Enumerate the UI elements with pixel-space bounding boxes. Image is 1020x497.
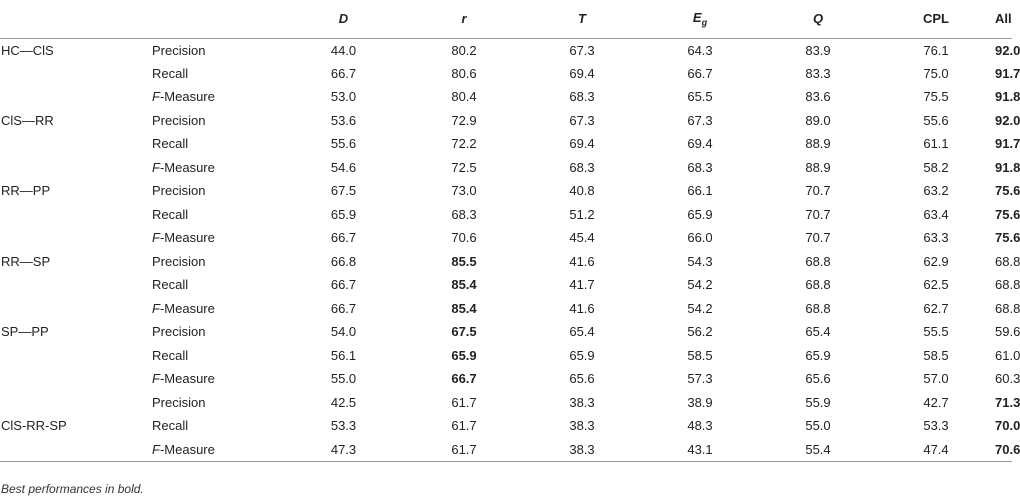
cell-q: 83.6 (805, 89, 831, 105)
cell-all: 71.3 (995, 394, 1020, 410)
cell-d: 54.6 (330, 159, 357, 175)
table-row (0, 132, 1012, 156)
header-d-label: D (338, 11, 349, 27)
table-row (0, 273, 1012, 297)
metric-italic-prefix: F (152, 159, 160, 175)
cell-all: 75.6 (995, 230, 1020, 246)
cell-all: 91.8 (995, 89, 1020, 105)
metric-text: -Measure (159, 441, 215, 457)
table-row (0, 297, 1012, 321)
table-row (0, 62, 1012, 86)
cell-cpl: 62.9 (923, 253, 949, 269)
header-eg (641, 0, 759, 38)
row-metric-label (150, 250, 282, 274)
cell-q: 70.7 (805, 206, 831, 222)
cell-t: 67.3 (569, 42, 595, 58)
cell-cpl: 57.0 (923, 371, 949, 387)
row-metric-label (150, 367, 282, 391)
row-metric-label (150, 203, 282, 227)
cell-all: 92.0 (995, 112, 1020, 128)
metric-text: Recall (152, 277, 189, 293)
metric-text: Recall (152, 206, 189, 222)
cell-r: 68.3 (451, 206, 477, 222)
row-metric-label (150, 438, 282, 462)
cell-t: 68.3 (569, 89, 595, 105)
row-metric-label (150, 132, 282, 156)
metric-text: -Measure (159, 89, 215, 105)
cell-eg: 64.3 (687, 42, 713, 58)
row-metric-label (150, 297, 282, 321)
cell-t: 68.3 (569, 159, 595, 175)
metric-text: -Measure (159, 159, 215, 175)
metric-text: Recall (152, 347, 189, 363)
header-row (0, 0, 1012, 38)
cell-eg: 56.2 (687, 324, 713, 340)
header-cpl (877, 0, 995, 38)
metric-text: Recall (152, 418, 189, 434)
cell-all: 75.6 (995, 183, 1020, 199)
row-metric-label (150, 85, 282, 109)
header-q (759, 0, 877, 38)
cell-r: 80.6 (451, 65, 477, 81)
cell-r: 80.4 (451, 89, 477, 105)
table-row (0, 85, 1012, 109)
cell-all: 92.0 (995, 42, 1020, 58)
cell-all: 70.6 (995, 438, 1012, 462)
row-group-label (0, 62, 150, 86)
table-row (0, 367, 1012, 391)
row-group-label (0, 391, 150, 415)
cell-r: 72.2 (451, 136, 477, 152)
table-row (0, 156, 1012, 180)
row-metric-label (150, 320, 282, 344)
cell-eg: 67.3 (687, 112, 713, 128)
cell-cpl: 75.5 (923, 89, 949, 105)
cell-eg: 38.9 (687, 394, 713, 410)
table-row (0, 226, 1012, 250)
metric-text: Precision (152, 253, 206, 269)
cell-d: 55.6 (330, 136, 357, 152)
header-r-label: r (461, 11, 467, 27)
cell-eg: 65.9 (687, 206, 713, 222)
cell-cpl: 62.5 (923, 277, 949, 293)
cell-q: 88.9 (805, 159, 831, 175)
cell-d: 66.8 (330, 253, 357, 269)
row-group-label (0, 226, 150, 250)
row-group-label (0, 367, 150, 391)
cell-eg: 57.3 (687, 371, 713, 387)
row-metric-label (150, 414, 282, 438)
metric-text: -Measure (159, 230, 215, 246)
row-metric-label (150, 391, 282, 415)
header-t-label: T (578, 11, 586, 27)
header-t (523, 0, 641, 38)
cell-t: 41.6 (569, 253, 595, 269)
table-row (0, 438, 1012, 462)
cell-eg: 54.2 (687, 277, 713, 293)
cell-all: 60.3 (995, 371, 1020, 387)
cell-q: 70.7 (805, 230, 831, 246)
cell-eg: 54.3 (687, 253, 713, 269)
metric-text: Precision (152, 394, 206, 410)
cell-t: 38.3 (523, 438, 641, 462)
row-group-label: RR—SP (1, 253, 51, 269)
cell-d: 66.7 (330, 300, 357, 316)
cell-cpl: 53.3 (923, 418, 949, 434)
cell-q: 68.8 (805, 300, 831, 316)
cell-q: 83.9 (805, 42, 831, 58)
cell-d: 66.7 (330, 277, 357, 293)
cell-q: 83.3 (805, 65, 831, 81)
cell-r: 61.7 (451, 418, 477, 434)
cell-all: 61.0 (995, 347, 1020, 363)
cell-d: 67.5 (330, 183, 357, 199)
cell-cpl: 47.4 (877, 438, 995, 462)
row-group-label (0, 273, 150, 297)
cell-r: 85.4 (451, 277, 477, 293)
cell-all: 68.8 (995, 277, 1020, 293)
cell-eg: 66.7 (687, 65, 713, 81)
row-group-label (0, 85, 150, 109)
row-group-label: ClS-RR-SP (1, 418, 67, 434)
metric-italic-prefix: F (152, 89, 160, 105)
cell-eg: 66.0 (687, 230, 713, 246)
header-all (995, 0, 1012, 38)
cell-eg: 43.1 (641, 438, 759, 462)
cell-cpl: 58.2 (923, 159, 949, 175)
cell-r: 85.4 (451, 300, 477, 316)
cell-cpl: 58.5 (923, 347, 949, 363)
cell-r: 85.5 (451, 253, 477, 269)
metric-italic-prefix: F (152, 441, 160, 457)
row-group-label (0, 156, 150, 180)
row-metric-label (150, 273, 282, 297)
table-row (0, 320, 1012, 344)
row-metric-label (150, 226, 282, 250)
cell-q: 89.0 (805, 112, 831, 128)
cell-d: 47.3 (282, 438, 405, 462)
header-all-label: All (995, 11, 1012, 27)
metric-italic-prefix: F (152, 371, 160, 387)
cell-t: 65.9 (569, 347, 595, 363)
table-row (0, 109, 1012, 133)
table-row (0, 391, 1012, 415)
header-cpl-label: CPL (923, 11, 949, 27)
cell-d: 42.5 (330, 394, 357, 410)
row-group-label: RR—PP (1, 183, 51, 199)
cell-all: 70.0 (995, 418, 1020, 434)
header-eg-subscript: g (701, 17, 708, 28)
cell-t: 38.3 (569, 394, 595, 410)
cell-all: 68.8 (995, 300, 1020, 316)
row-metric-label (150, 179, 282, 203)
cell-all: 91.7 (995, 136, 1020, 152)
row-group-label: SP—PP (1, 324, 49, 340)
cell-d: 66.7 (330, 65, 357, 81)
cell-d: 55.0 (330, 371, 357, 387)
cell-d: 44.0 (330, 42, 357, 58)
row-group-label (0, 297, 150, 321)
cell-eg: 66.1 (687, 183, 713, 199)
metric-text: Recall (152, 65, 189, 81)
cell-t: 69.4 (569, 65, 595, 81)
metric-text: Precision (152, 183, 206, 199)
row-metric-label (150, 344, 282, 368)
cell-all: 91.7 (995, 65, 1020, 81)
cell-cpl: 61.1 (923, 136, 949, 152)
cell-t: 69.4 (569, 136, 595, 152)
cell-cpl: 75.0 (923, 65, 949, 81)
header-d (282, 0, 405, 38)
cell-r: 65.9 (451, 347, 477, 363)
row-group-label: HC—ClS (1, 42, 54, 58)
cell-t: 38.3 (569, 418, 595, 434)
cell-q: 88.9 (805, 136, 831, 152)
row-group-label (0, 438, 150, 462)
cell-r: 61.7 (451, 394, 477, 410)
cell-eg: 54.2 (687, 300, 713, 316)
cell-r: 67.5 (451, 324, 477, 340)
cell-q: 65.6 (805, 371, 831, 387)
row-metric-label (150, 62, 282, 86)
cell-r: 61.7 (405, 438, 523, 462)
metric-text: Precision (152, 112, 206, 128)
cell-cpl: 62.7 (923, 300, 949, 316)
cell-cpl: 55.6 (923, 112, 949, 128)
cell-t: 65.4 (569, 324, 595, 340)
cell-d: 65.9 (330, 206, 357, 222)
cell-cpl: 63.2 (923, 183, 949, 199)
cell-q: 55.0 (805, 418, 831, 434)
cell-d: 56.1 (330, 347, 357, 363)
cell-all: 91.8 (995, 159, 1020, 175)
row-metric-label (150, 109, 282, 133)
header-r (405, 0, 523, 38)
header-eg-label: E (692, 9, 702, 25)
cell-d: 53.0 (330, 89, 357, 105)
cell-r: 72.5 (451, 159, 477, 175)
cell-eg: 58.5 (687, 347, 713, 363)
cell-q: 55.9 (805, 394, 831, 410)
table-row (0, 38, 1012, 62)
row-metric-label (150, 38, 282, 62)
cell-eg: 68.3 (687, 159, 713, 175)
cell-cpl: 76.1 (923, 42, 949, 58)
metric-text: -Measure (159, 371, 215, 387)
metric-text: Recall (152, 136, 189, 152)
header-empty-group (0, 0, 150, 38)
table-row (0, 179, 1012, 203)
cell-r: 72.9 (451, 112, 477, 128)
cell-eg: 69.4 (687, 136, 713, 152)
cell-q: 68.8 (805, 253, 831, 269)
cell-all: 59.6 (995, 324, 1020, 340)
cell-d: 53.6 (330, 112, 357, 128)
cell-r: 66.7 (451, 371, 477, 387)
table-body (0, 38, 1020, 461)
cell-t: 41.7 (569, 277, 595, 293)
table-row (0, 414, 1012, 438)
cell-d: 66.7 (330, 230, 357, 246)
cell-cpl: 55.5 (923, 324, 949, 340)
cell-cpl: 63.4 (923, 206, 949, 222)
row-group-label: ClS—RR (1, 112, 54, 128)
cell-r: 80.2 (451, 42, 477, 58)
cell-r: 73.0 (451, 183, 477, 199)
row-group-label (0, 132, 150, 156)
cell-t: 67.3 (569, 112, 595, 128)
cell-q: 65.9 (805, 347, 831, 363)
header-empty-metric (150, 0, 282, 38)
cell-eg: 65.5 (687, 89, 713, 105)
metric-text: Precision (152, 324, 206, 340)
row-group-label (0, 203, 150, 227)
cell-d: 53.3 (330, 418, 357, 434)
cell-cpl: 42.7 (923, 394, 949, 410)
footnote: Best performances in bold. (1, 482, 144, 496)
cell-q: 65.4 (805, 324, 831, 340)
cell-all: 68.8 (995, 253, 1020, 269)
cell-q: 55.4 (759, 438, 877, 462)
cell-q: 68.8 (805, 277, 831, 293)
metric-text: -Measure (159, 300, 215, 316)
metric-italic-prefix: F (152, 230, 160, 246)
table-row (0, 250, 1012, 274)
row-group-label (0, 344, 150, 368)
cell-t: 51.2 (569, 206, 595, 222)
cell-t: 41.6 (569, 300, 595, 316)
row-metric-label (150, 156, 282, 180)
metric-italic-prefix: F (152, 300, 160, 316)
cell-eg: 48.3 (687, 418, 713, 434)
header-q-label: Q (812, 11, 824, 27)
cell-cpl: 63.3 (923, 230, 949, 246)
metric-text: Precision (152, 42, 206, 58)
cell-q: 70.7 (805, 183, 831, 199)
cell-t: 45.4 (569, 230, 595, 246)
cell-t: 40.8 (569, 183, 595, 199)
table-row (0, 203, 1012, 227)
cell-t: 65.6 (569, 371, 595, 387)
cell-r: 70.6 (451, 230, 477, 246)
cell-all: 75.6 (995, 206, 1020, 222)
table-row (0, 344, 1012, 368)
cell-d: 54.0 (330, 324, 357, 340)
